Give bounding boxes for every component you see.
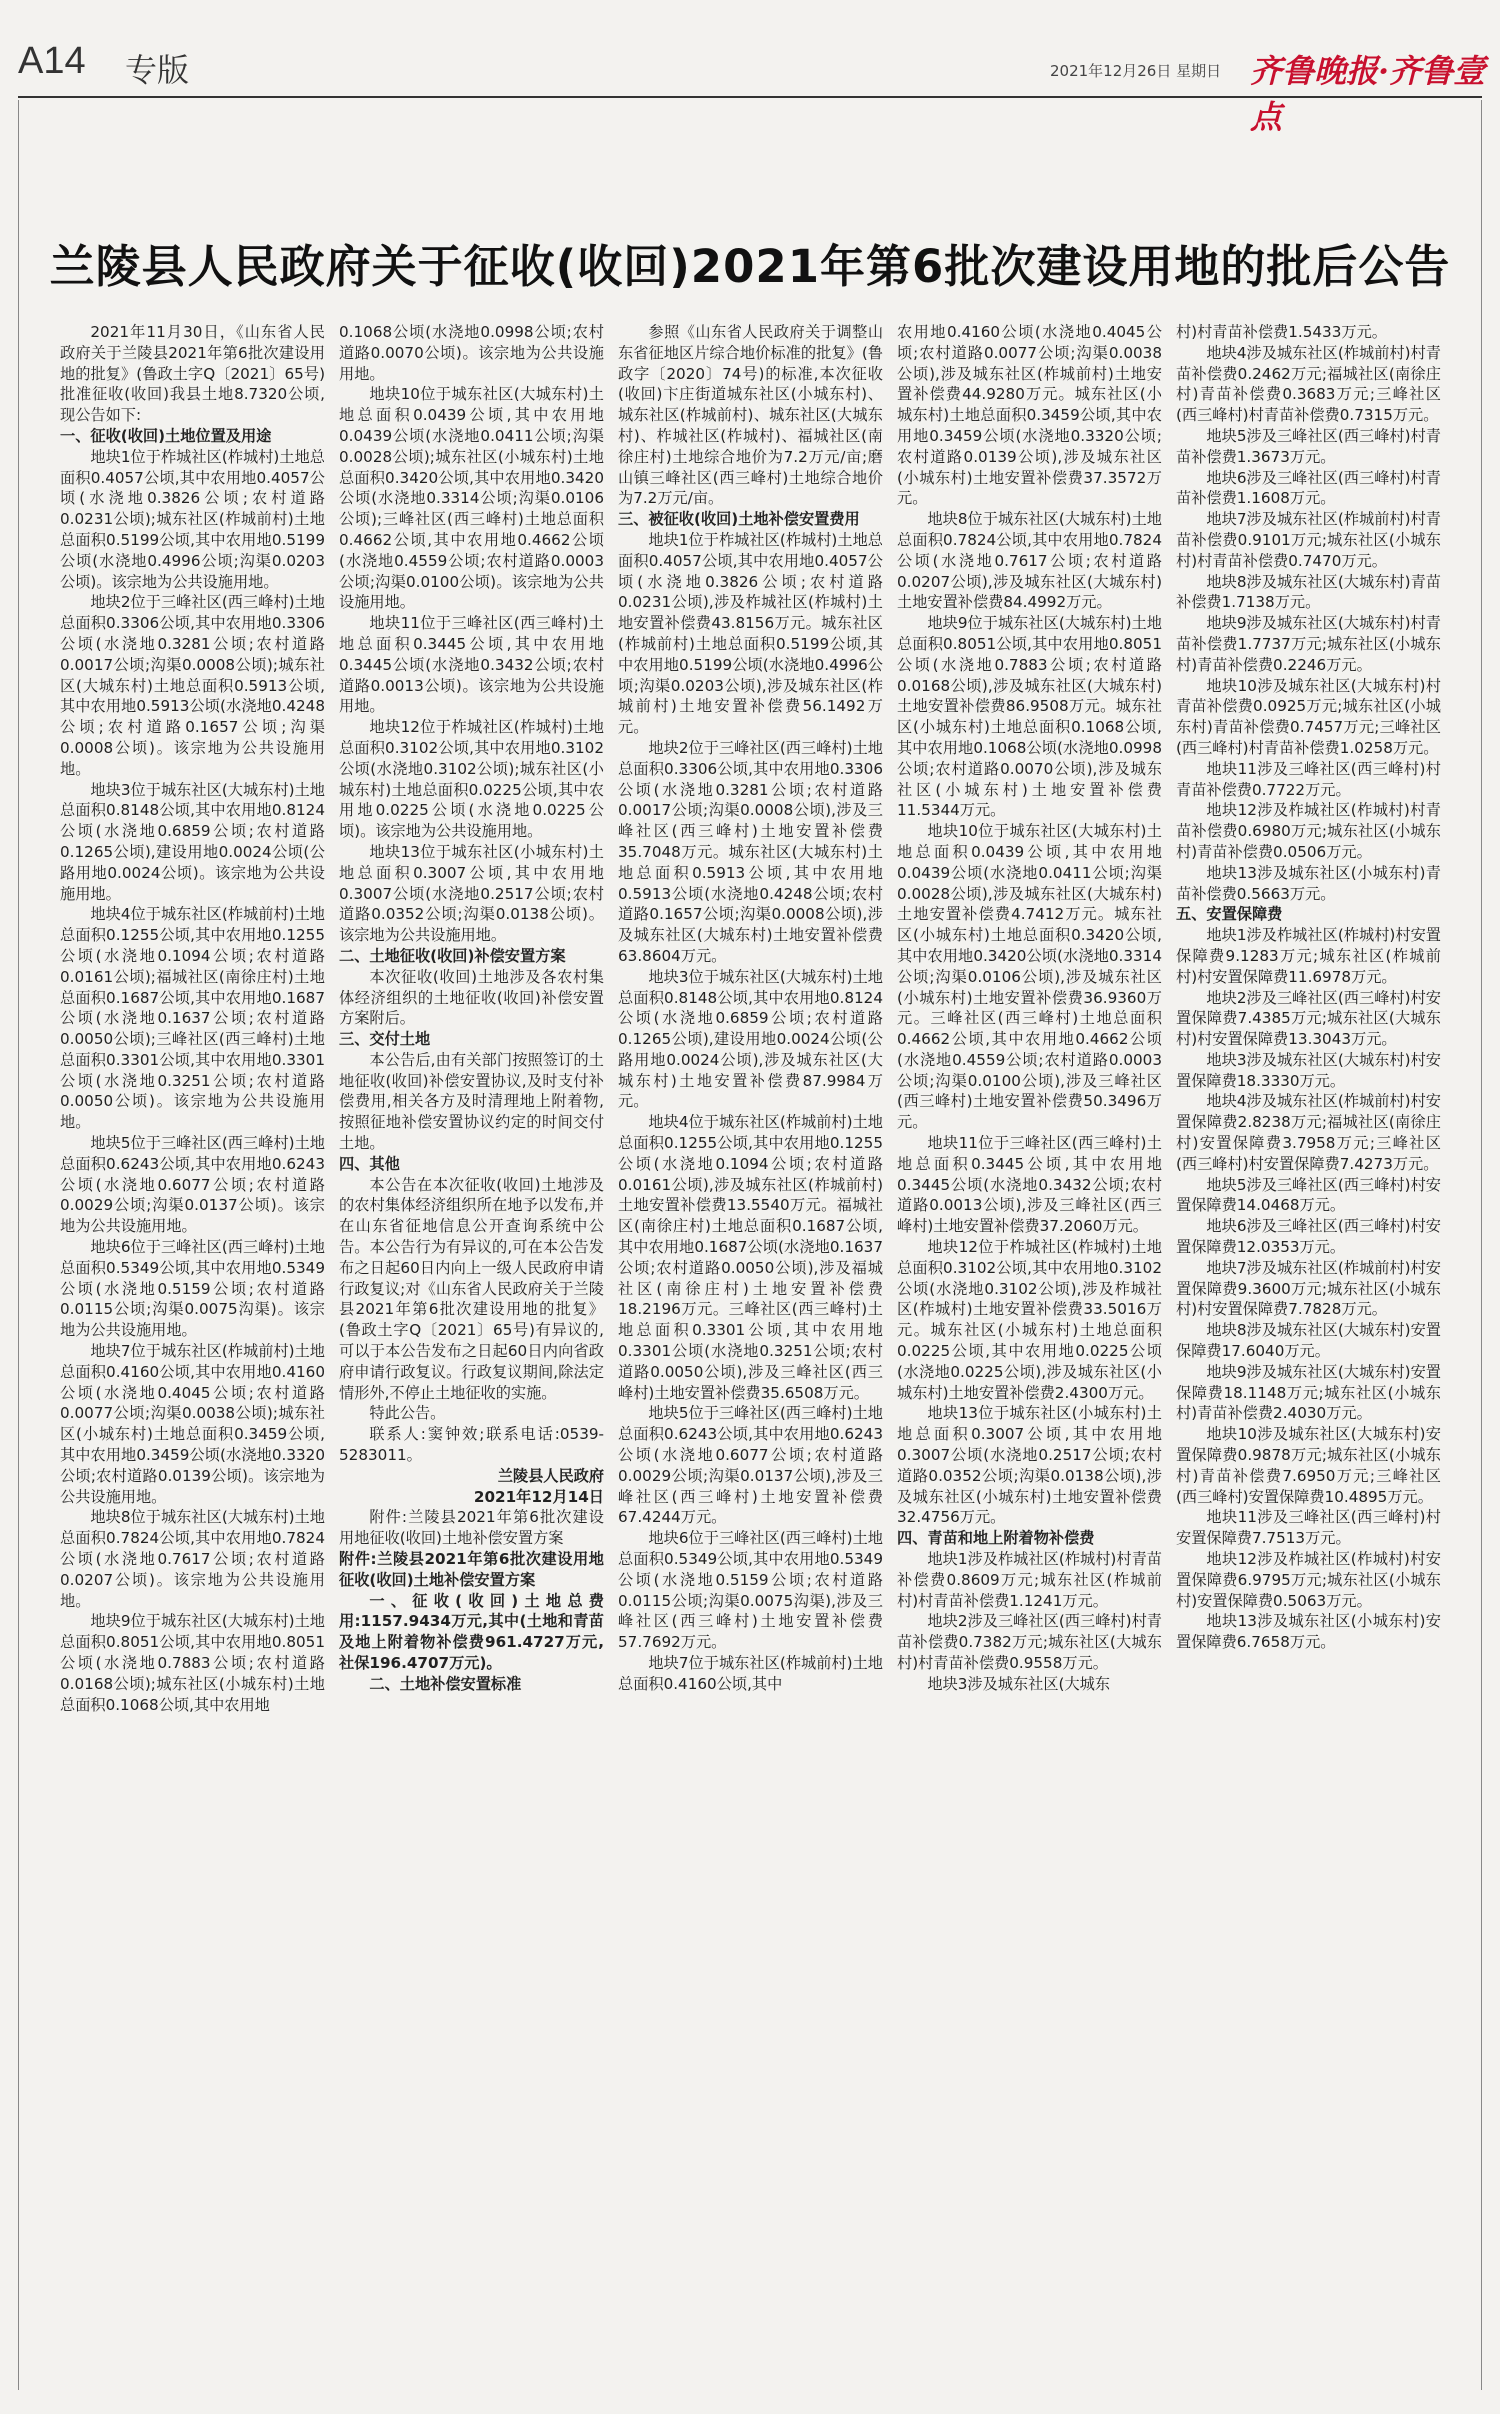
paragraph: 一、征收(收回)土地总费用:1157.9434万元,其中(土地和青苗及地上附着物补偿费961.4727万元,社保196.4707万元)。 xyxy=(339,1591,604,1672)
paragraph: 地块1位于柞城社区(柞城村)土地总面积0.4057公顷,其中农用地0.4057公顷(水浇地0.3826公顷;农村道路0.0231公顷),涉及柞城社区(柞城村)土地安置补偿费43.8156万元。城东社区(柞城前村)土地总面积0.5199公顷,其中农用地0.5199公顷(水浇地0.4996公顷;沟渠0.0203公顷),涉及城东社区(柞城前村)土地安置补偿费56.1492万元。 xyxy=(618,530,883,737)
issue-date: 2021年12月26日 星期日 xyxy=(1050,62,1222,80)
paragraph: 地块6位于三峰社区(西三峰村)土地总面积0.5349公顷,其中农用地0.5349公顷(水浇地0.5159公顷;农村道路0.0115公顷;沟渠0.0075沟渠),涉及三峰社区(西三峰村)土地安置补偿费57.7692万元。 xyxy=(618,1529,883,1652)
paragraph: 村)村青苗补偿费1.5433万元。 xyxy=(1176,323,1387,341)
header-divider xyxy=(18,96,1482,98)
article-body xyxy=(60,322,1440,2382)
paragraph: 地块5涉及三峰社区(西三峰村)村安置保障费14.0468万元。 xyxy=(1176,1175,1441,1215)
section-heading: 四、青苗和地上附着物补偿费 xyxy=(897,1529,1095,1548)
section-heading: 三、交付土地 xyxy=(339,1030,431,1049)
paragraph: 地块3位于城东社区(大城东村)土地总面积0.8148公顷,其中农用地0.8124公顷(水浇地0.6859公顷;农村道路0.1265公顷),建设用地0.0024公顷(公路用地0.0024公顷)。该宗地为公共设施用地。 xyxy=(60,780,325,903)
section-heading: 四、其他 xyxy=(339,1154,400,1173)
paragraph: 地块7位于城东社区(柞城前村)土地总面积0.4160公顷,其中 xyxy=(618,1654,883,1693)
section-heading: 五、安置保障费 xyxy=(1176,905,1283,924)
paragraph: 地块8位于城东社区(大城东村)土地总面积0.7824公顷,其中农用地0.7824公顷(水浇地0.7617公顷;农村道路0.0207公顷)。该宗地为公共设施用地。 xyxy=(60,1508,325,1610)
paragraph: 地块1位于柞城社区(柞城村)土地总面积0.4057公顷,其中农用地0.4057公顷(水浇地0.3826公顷;农村道路0.0231公顷);城东社区(柞城前村)土地总面积0.5199公顷,其中农用地0.5199公顷(水浇地0.4996公顷;沟渠0.0203公顷)。该宗地为公共设施用地。 xyxy=(60,447,325,591)
paragraph: 地块4位于城东社区(柞城前村)土地总面积0.1255公顷,其中农用地0.1255公顷(水浇地0.1094公顷;农村道路0.0161公顷);福城社区(南徐庄村)土地总面积0.1687公顷,其中农用地0.1687公顷(水浇地0.1637公顷;农村道路0.0050公顷);三峰社区(西三峰村)土地总面积0.3301公顷,其中农用地0.3301公顷(水浇地0.3251公顷;农村道路0.0050公顷)。该宗地为公共设施用地。 xyxy=(60,905,325,1132)
paragraph: 地块10涉及城东社区(大城东村)村青苗补偿费0.0925万元;城东社区(小城东村)青苗补偿费0.7457万元;三峰社区(西三峰村)村青苗补偿费1.0258万元。 xyxy=(1176,676,1441,757)
page-number: A14 xyxy=(18,40,86,82)
paragraph: 地块11涉及三峰社区(西三峰村)村青苗补偿费0.7722万元。 xyxy=(1176,759,1441,799)
signature-line: 2021年12月14日 xyxy=(473,1487,604,1506)
paragraph: 地块10位于城东社区(大城东村)土地总面积0.0439公顷,其中农用地0.0439公顷(水浇地0.0411公顷;沟渠0.0028公顷),涉及城东社区(大城东村)土地安置补偿费4.7412万元。城东社区(小城东村)土地总面积0.3420公顷,其中农用地0.3420公顷(水浇地0.3314公顷;沟渠0.0106公顷),涉及城东社区(小城东村)土地安置补偿费36.9360万元。三峰社区(西三峰村)土地总面积0.4662公顷,其中农用地0.4662公顷(水浇地0.4559公顷;农村道路0.0003公顷;沟渠0.0100公顷),涉及三峰社区(西三峰村)土地安置补偿费50.3496万元。 xyxy=(897,822,1162,1132)
page-header xyxy=(0,0,1500,136)
paragraph: 地块11位于三峰社区(西三峰村)土地总面积0.3445公顷,其中农用地0.3445公顷(水浇地0.3432公顷;农村道路0.0013公顷),涉及三峰社区(西三峰村)土地安置补偿费37.2060万元。 xyxy=(897,1134,1162,1236)
paragraph: 地块1涉及柞城社区(柞城村)村安置保障费9.1283万元;城东社区(柞城前村)村安置保障费11.6978万元。 xyxy=(1176,926,1441,986)
paragraph: 本公告后,由有关部门按照签订的土地征收(收回)补偿安置协议,及时支付补偿费用,相关各方及时清理地上附着物,按照征地补偿安置协议约定的时间交付土地。 xyxy=(339,1050,604,1153)
paragraph: 地块7涉及城东社区(柞城前村)村安置保障费9.3600万元;城东社区(小城东村)村安置保障费7.7828万元。 xyxy=(1176,1258,1441,1319)
announcement-title: 兰陵县人民政府关于征收(收回)2021年第6批次建设用地的批后公告 xyxy=(49,240,1451,294)
paragraph: 地块7涉及城东社区(柞城前村)村青苗补偿费0.9101万元;城东社区(小城东村)村青苗补偿费0.7470万元。 xyxy=(1176,510,1441,570)
paragraph: 地块13涉及城东社区(小城东村)青苗补偿费0.5663万元。 xyxy=(1176,863,1441,903)
paragraph: 地块6涉及三峰社区(西三峰村)村青苗补偿费1.1608万元。 xyxy=(1176,468,1441,508)
paragraph: 地块9位于城东社区(大城东村)土地总面积0.8051公顷,其中农用地0.8051公顷(水浇地0.7883公顷;农村道路0.0168公顷);城东社区(小城东村)土地总面积0.1068公顷,其中农用地 xyxy=(60,1612,325,1714)
paragraph: 地块9位于城东社区(大城东村)土地总面积0.8051公顷,其中农用地0.8051公顷(水浇地0.7883公顷;农村道路0.0168公顷),涉及城东社区(大城东村)土地安置补偿费86.9508万元。城东社区(小城东村)土地总面积0.1068公顷,其中农用地0.1068公顷(水浇地0.0998公顷;农村道路0.0070公顷),涉及城东社区(小城东村)土地安置补偿费11.5344万元。 xyxy=(897,614,1162,820)
paragraph: 地块3涉及城东社区(大城东村)村安置保障费18.3330万元。 xyxy=(1176,1050,1441,1090)
paragraph: 农用地0.4160公顷(水浇地0.4045公顷;农村道路0.0077公顷;沟渠0.0038公顷),涉及城东社区(柞城前村)土地安置补偿费44.9280万元。城东社区(小城东村)土地总面积0.3459公顷,其中农用地0.3459公顷(水浇地0.3320公顷;农村道路0.0139公顷),涉及城东社区(小城东村)土地安置补偿费37.3572万元。 xyxy=(897,323,1162,508)
paragraph: 联系人:窦钟效;联系电话:0539-5283011。 xyxy=(339,1425,604,1465)
paragraph: 地块9涉及城东社区(大城东村)村青苗补偿费1.7737万元;城东社区(小城东村)青苗补偿费0.2246万元。 xyxy=(1176,614,1441,674)
paragraph: 地块2位于三峰社区(西三峰村)土地总面积0.3306公顷,其中农用地0.3306公顷(水浇地0.3281公顷;农村道路0.0017公顷;沟渠0.0008公顷),涉及三峰社区(西三峰村)土地安置补偿费35.7048万元。城东社区(大城东村)土地总面积0.5913公顷,其中农用地0.5913公顷(水浇地0.4248公顷;农村道路0.1657公顷;沟渠0.0008公顷),涉及城东社区(大城东村)土地安置补偿费63.8604万元。 xyxy=(618,738,883,965)
paragraph: 地块2位于三峰社区(西三峰村)土地总面积0.3306公顷,其中农用地0.3306公顷(水浇地0.3281公顷;农村道路0.0017公顷;沟渠0.0008公顷);城东社区(大城东村)土地总面积0.5913公顷,其中农用地0.5913公顷(水浇地0.4248公顷;农村道路0.1657公顷;沟渠0.0008公顷)。该宗地为公共设施用地。 xyxy=(60,593,325,778)
text-column-4 xyxy=(897,322,1162,2382)
paragraph: 地块8涉及城东社区(大城东村)安置保障费17.6040万元。 xyxy=(1176,1321,1441,1361)
paragraph: 地块13位于城东社区(小城东村)土地总面积0.3007公顷,其中农用地0.3007公顷(水浇地0.2517公顷;农村道路0.0352公顷;沟渠0.0138公顷),涉及城东社区(小城东村)土地安置补偿费32.4756万元。 xyxy=(897,1404,1162,1527)
paragraph: 地块11位于三峰社区(西三峰村)土地总面积0.3445公顷,其中农用地0.3445公顷(水浇地0.3432公顷;农村道路0.0013公顷)。该宗地为公共设施用地。 xyxy=(339,614,604,716)
paragraph: 地块12位于柞城社区(柞城村)土地总面积0.3102公顷,其中农用地0.3102公顷(水浇地0.3102公顷);城东社区(小城东村)土地总面积0.0225公顷,其中农用地0.0225公顷(水浇地0.0225公顷)。该宗地为公共设施用地。 xyxy=(339,718,604,841)
paragraph: 地块10涉及城东社区(大城东村)安置保障费0.9878万元;城东社区(小城东村)青苗补偿费7.6950万元;三峰社区(西三峰村)安置保障费10.4895万元。 xyxy=(1176,1425,1441,1506)
paragraph: 地块2涉及三峰社区(西三峰村)村青苗补偿费0.7382万元;城东社区(大城东村)村青苗补偿费0.9558万元。 xyxy=(897,1612,1162,1672)
text-column-3 xyxy=(618,322,883,2382)
paragraph: 2021年11月30日，《山东省人民政府关于兰陵县2021年第6批次建设用地的批复》(鲁政土字Q〔2021〕65号)批准征收(收回)我县土地8.7320公顷,现公告如下: xyxy=(60,323,325,425)
text-column-2 xyxy=(339,322,604,2382)
paragraph: 本次征收(收回)土地涉及各农村集体经济组织的土地征收(收回)补偿安置方案附后。 xyxy=(339,967,604,1028)
paragraph: 地块12位于柞城社区(柞城村)土地总面积0.3102公顷,其中农用地0.3102公顷(水浇地0.3102公顷),涉及柞城社区(柞城村)土地安置补偿费33.5016万元。城东社区(小城东村)土地总面积0.0225公顷,其中农用地0.0225公顷(水浇地0.0225公顷),涉及城东社区(小城东村)土地安置补偿费2.4300万元。 xyxy=(897,1238,1162,1402)
paragraph: 二、土地补偿安置标准 xyxy=(369,1674,522,1693)
section-heading: 附件:兰陵县2021年第6批次建设用地征收(收回)土地补偿安置方案 xyxy=(339,1550,604,1589)
paragraph: 地块11涉及三峰社区(西三峰村)村安置保障费7.7513万元。 xyxy=(1176,1508,1441,1548)
paragraph: 地块9涉及城东社区(大城东村)安置保障费18.1148万元;城东社区(小城东村)青苗补偿费2.4030万元。 xyxy=(1176,1362,1441,1423)
paragraph: 0.1068公顷(水浇地0.0998公顷;农村道路0.0070公顷)。该宗地为公共设施用地。 xyxy=(339,323,604,383)
section-heading: 二、土地征收(收回)补偿安置方案 xyxy=(339,946,566,965)
paragraph: 参照《山东省人民政府关于调整山东省征地区片综合地价标准的批复》(鲁政字〔2020〕74号)的标准,本次征收(收回)卞庄街道城东社区(小城东村)、城东社区(柞城前村)、城东社区(大城东村)、柞城社区(柞城村)、福城社区(南徐庄村)土地综合地价为7.2万元/亩;磨山镇三峰社区(西三峰村)土地综合地价为7.2万元/亩。 xyxy=(618,323,883,508)
paragraph: 地块12涉及柞城社区(柞城村)村安置保障费6.9795万元;城东社区(小城东村)安置保障费0.5063万元。 xyxy=(1176,1550,1441,1610)
paragraph: 地块7位于城东社区(柞城前村)土地总面积0.4160公顷,其中农用地0.4160公顷(水浇地0.4045公顷;农村道路0.0077公顷;沟渠0.0038公顷);城东社区(小城东村)土地总面积0.3459公顷,其中农用地0.3459公顷(水浇地0.3320公顷;农村道路0.0139公顷)。该宗地为公共设施用地。 xyxy=(60,1342,325,1506)
paragraph: 地块13位于城东社区(小城东村)土地总面积0.3007公顷,其中农用地0.3007公顷(水浇地0.2517公顷;农村道路0.0352公顷;沟渠0.0138公顷)。该宗地为公共设施用地。 xyxy=(339,842,604,945)
paragraph: 地块12涉及柞城社区(柞城村)村青苗补偿费0.6980万元;城东社区(小城东村)青苗补偿费0.0506万元。 xyxy=(1176,801,1441,861)
section-heading: 三、被征收(收回)土地补偿安置费用 xyxy=(618,510,860,529)
newspaper-brand-logo: 齐鲁晚报·齐鲁壹点 xyxy=(1250,52,1486,136)
paragraph: 地块5位于三峰社区(西三峰村)土地总面积0.6243公顷,其中农用地0.6243公顷(水浇地0.6077公顷;农村道路0.0029公顷;沟渠0.0137公顷)。该宗地为公共设施用地。 xyxy=(60,1134,325,1236)
signature-line: 兰陵县人民政府 xyxy=(497,1466,604,1485)
paragraph: 地块5涉及三峰社区(西三峰村)村青苗补偿费1.3673万元。 xyxy=(1176,426,1441,466)
text-column-1 xyxy=(60,322,325,2382)
paragraph: 地块3位于城东社区(大城东村)土地总面积0.8148公顷,其中农用地0.8124公顷(水浇地0.6859公顷;农村道路0.1265公顷),建设用地0.0024公顷(公路用地0.0024公顷),涉及城东社区(大城东村)土地安置补偿费87.9984万元。 xyxy=(618,967,883,1111)
paragraph: 地块3涉及城东社区(大城东 xyxy=(927,1674,1111,1693)
paragraph: 地块5位于三峰社区(西三峰村)土地总面积0.6243公顷,其中农用地0.6243公顷(水浇地0.6077公顷;农村道路0.0029公顷;沟渠0.0137公顷),涉及三峰社区(西三峰村)土地安置补偿费67.4244万元。 xyxy=(618,1404,883,1527)
paragraph: 地块6位于三峰社区(西三峰村)土地总面积0.5349公顷,其中农用地0.5349公顷(水浇地0.5159公顷;农村道路0.0115公顷;沟渠0.0075沟渠)。该宗地为公共设施用地。 xyxy=(60,1238,325,1340)
paragraph: 本公告在本次征收(收回)土地涉及的农村集体经济组织所在地予以发布,并在山东省征地信息公开查询系统中公告。本公告行为有异议的,可在本公告发布之日起60日内向上一级人民政府申请行政复议;对《山东省人民政府关于兰陵县2021年第6批次建设用地的批复》(鲁政土字Q〔2021〕65号)有异议的,可以于本公告发布之日起60日内向省政府申请行政复议。行政复议期间,除法定情形外,不停止土地征收的实施。 xyxy=(339,1175,604,1402)
paragraph: 地块6涉及三峰社区(西三峰村)村安置保障费12.0353万元。 xyxy=(1176,1217,1441,1257)
paragraph: 地块10位于城东社区(大城东村)土地总面积0.0439公顷,其中农用地0.0439公顷(水浇地0.0411公顷;沟渠0.0028公顷);城东社区(小城东村)土地总面积0.3420公顷,其中农用地0.3420公顷(水浇地0.3314公顷;沟渠0.0106公顷);三峰社区(西三峰村)土地总面积0.4662公顷,其中农用地0.4662公顷(水浇地0.4559公顷;农村道路0.0003公顷;沟渠0.0100公顷)。该宗地为公共设施用地。 xyxy=(339,385,604,612)
section-name: 专版 xyxy=(125,51,190,89)
paragraph: 地块1涉及柞城社区(柞城村)村青苗补偿费0.8609万元;城东社区(柞城前村)村青苗补偿费1.1241万元。 xyxy=(897,1550,1162,1610)
paragraph: 地块4涉及城东社区(柞城前村)村青苗补偿费0.2462万元;福城社区(南徐庄村)青苗补偿费0.3683万元;三峰社区(西三峰村)村青苗补偿费0.7315万元。 xyxy=(1176,343,1441,425)
section-heading: 一、征收(收回)土地位置及用途 xyxy=(60,426,272,445)
paragraph: 地块13涉及城东社区(小城东村)安置保障费6.7658万元。 xyxy=(1176,1612,1441,1652)
paragraph: 地块8涉及城东社区(大城东村)青苗补偿费1.7138万元。 xyxy=(1176,572,1441,612)
paragraph: 特此公告。 xyxy=(369,1404,446,1423)
paragraph: 地块8位于城东社区(大城东村)土地总面积0.7824公顷,其中农用地0.7824公顷(水浇地0.7617公顷;农村道路0.0207公顷),涉及城东社区(大城东村)土地安置补偿费84.4992万元。 xyxy=(897,510,1162,612)
paragraph: 地块2涉及三峰社区(西三峰村)村安置保障费7.4385万元;城东社区(大城东村)村安置保障费13.3043万元。 xyxy=(1176,988,1441,1049)
paragraph: 地块4涉及城东社区(柞城前村)村安置保障费2.8238万元;福城社区(南徐庄村)安置保障费3.7958万元;三峰社区(西三峰村)村安置保障费7.4273万元。 xyxy=(1176,1092,1441,1173)
paragraph: 附件:兰陵县2021年第6批次建设用地征收(收回)土地补偿安置方案 xyxy=(339,1508,604,1548)
text-column-5 xyxy=(1176,322,1441,2382)
paragraph: 地块4位于城东社区(柞城前村)土地总面积0.1255公顷,其中农用地0.1255公顷(水浇地0.1094公顷;农村道路0.0161公顷),涉及城东社区(柞城前村)土地安置补偿费13.5540万元。福城社区(南徐庄村)土地总面积0.1687公顷,其中农用地0.1687公顷(水浇地0.1637公顷;农村道路0.0050公顷),涉及福城社区(南徐庄村)土地安置补偿费18.2196万元。三峰社区(西三峰村)土地总面积0.3301公顷,其中农用地0.3301公顷(水浇地0.3251公顷;农村道路0.0050公顷),涉及三峰社区(西三峰村)土地安置补偿费35.6508万元。 xyxy=(618,1113,883,1402)
